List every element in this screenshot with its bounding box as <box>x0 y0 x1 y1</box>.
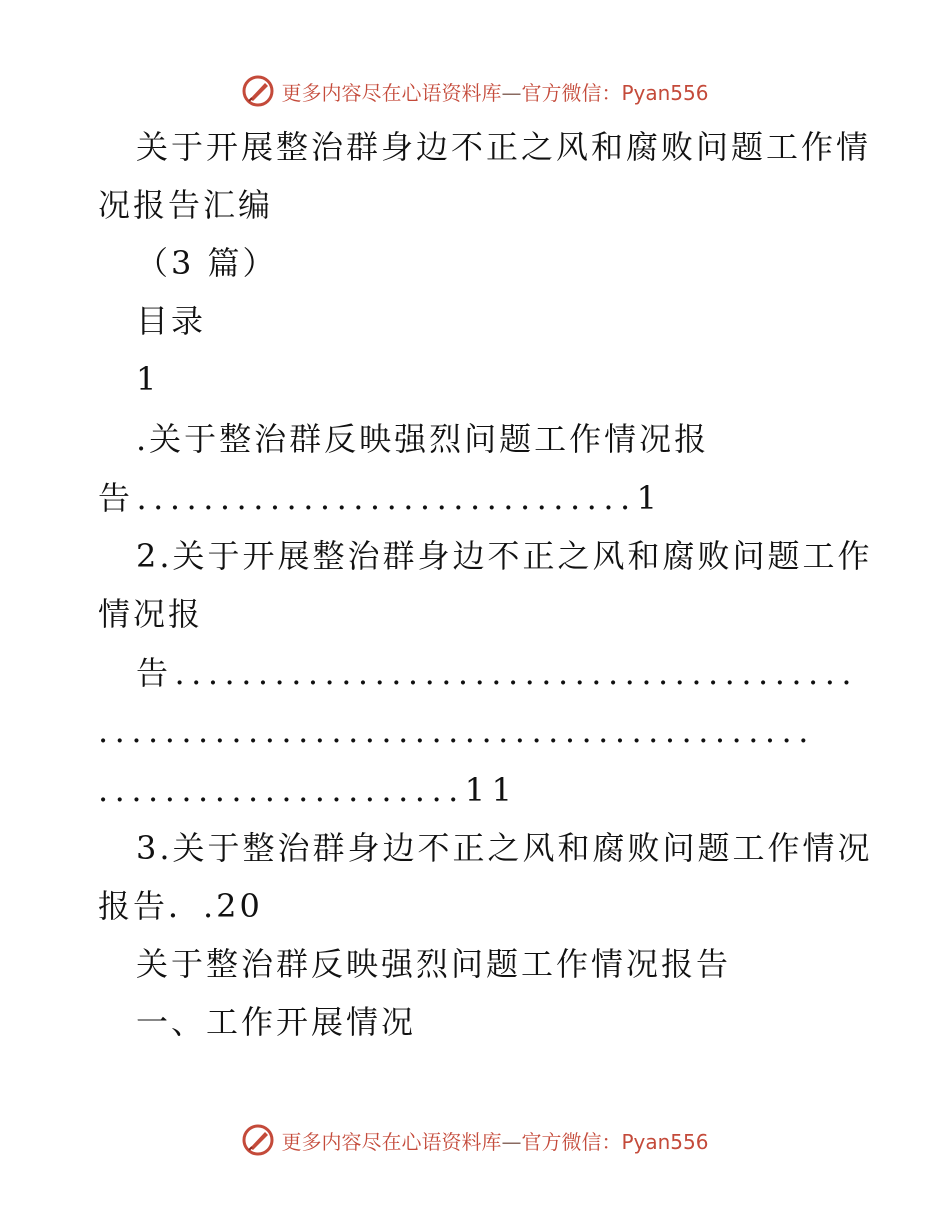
doc-title-line-1: 关于开展整治群身边不正之风和腐败问题工作情 <box>136 128 872 166</box>
doc-title-line-2: 况报告汇编 <box>98 186 274 224</box>
banner-separator: — <box>501 80 522 105</box>
toc-item-2-line-3: 告......................................... <box>136 654 859 692</box>
toc-item-2-line-4: ........................................... <box>98 712 815 750</box>
section-subheading: 一、工作开展情况 <box>136 1003 417 1041</box>
toc-item-1-line-1: .关于整治群反映强烈问题工作情况报 <box>136 420 710 458</box>
banner-text <box>281 77 708 106</box>
banner-separator: — <box>501 1129 522 1154</box>
doc-count: （3 篇） <box>136 244 278 282</box>
section-title: 关于整治群反映强烈问题工作情况报告 <box>136 945 732 983</box>
toc-item-3-line-2: 报告．.20 <box>98 887 263 925</box>
banner-official-text: 官方微信：Pyan556 <box>521 1129 709 1154</box>
toc-number: 1 <box>136 360 160 398</box>
toc-item-2-line-1: 2.关于开展整治群身边不正之风和腐败问题工作 <box>136 537 873 575</box>
banner-official-text: 官方微信：Pyan556 <box>521 80 709 105</box>
toc-item-2-line-5: ......................11 <box>98 771 519 809</box>
header-banner <box>0 71 950 111</box>
footer-banner <box>0 1120 950 1160</box>
banner-text <box>281 1126 708 1155</box>
banner-main-text: 更多内容尽在心语资料库 <box>281 1129 502 1154</box>
toc-heading: 目录 <box>136 302 207 340</box>
toc-item-1-line-2: 告..............................1 <box>98 479 664 517</box>
toc-item-3-line-1: 3.关于整治群身边不正之风和腐败问题工作情况 <box>136 829 873 867</box>
quill-logo-icon <box>241 74 275 108</box>
toc-item-2-line-2: 情况报 <box>98 595 204 633</box>
quill-logo-icon <box>241 1123 275 1157</box>
banner-main-text: 更多内容尽在心语资料库 <box>281 80 502 105</box>
